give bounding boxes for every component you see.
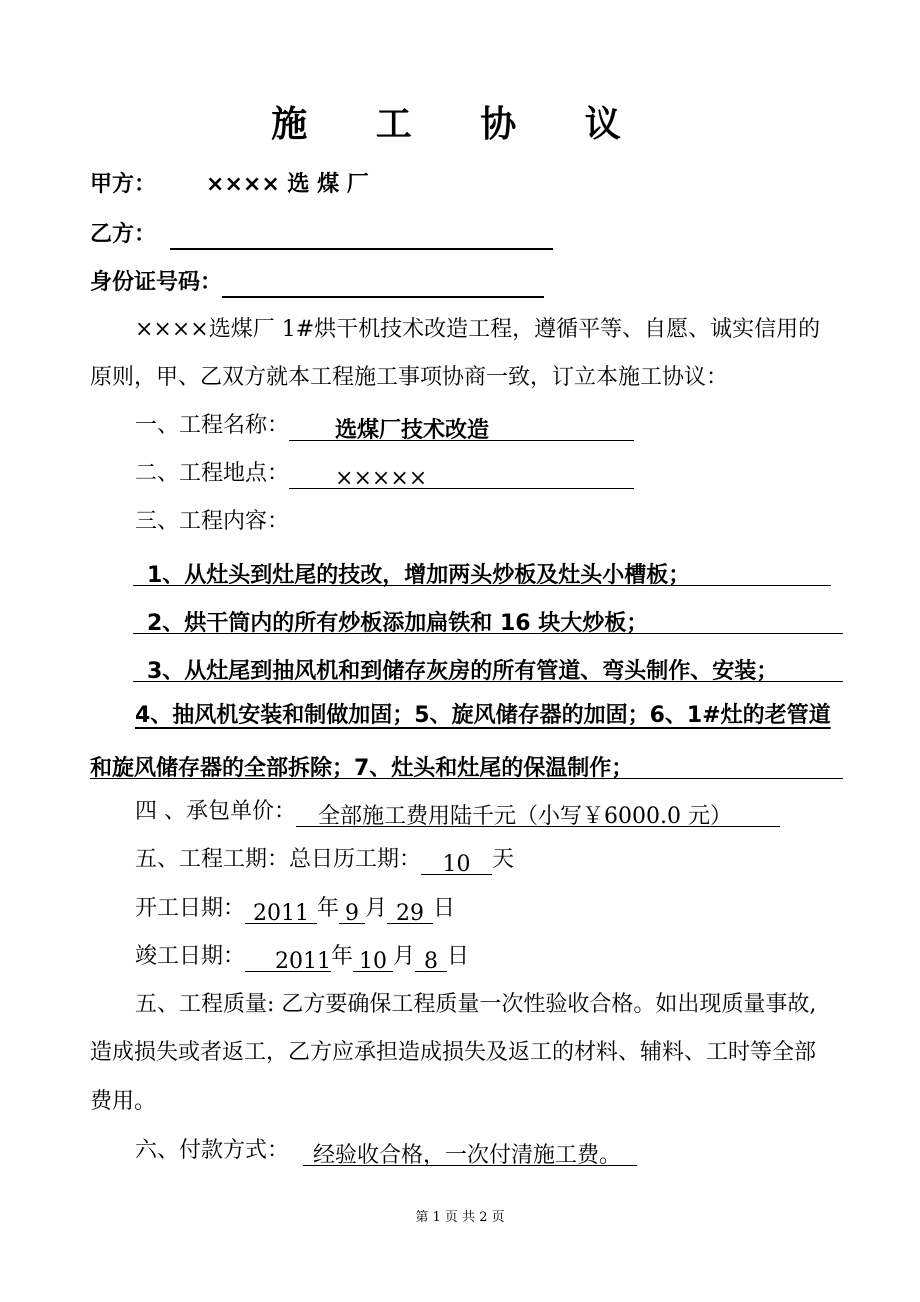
end-day: 8 bbox=[424, 949, 439, 974]
content-4b-text: 和旋风储存器的全部拆除；7、灶头和灶尾的保温制作； bbox=[90, 756, 634, 781]
payment-line bbox=[135, 1136, 637, 1166]
content-3-field bbox=[133, 657, 843, 682]
content-4b-field bbox=[90, 754, 843, 779]
project-location-value: ××××× bbox=[335, 466, 428, 491]
end-month-field bbox=[353, 947, 393, 972]
intro-line-1: ××××选煤厂 1#烘干机技术改造工程，遵循平等、自愿、诚实信用的 bbox=[135, 317, 821, 342]
end-date-label: 竣工日期： bbox=[135, 944, 246, 969]
content-2-text: 2、烘干筒内的所有炒板添加扁铁和 16 块大炒板； bbox=[147, 611, 649, 636]
project-name-value: 选煤厂技术改造 bbox=[335, 418, 490, 443]
start-day-field bbox=[387, 899, 433, 924]
content-1-field bbox=[133, 561, 831, 586]
party-a-value: ×××× 选 煤 厂 bbox=[206, 172, 369, 197]
duration-days: 10 bbox=[442, 852, 471, 877]
party-b-line bbox=[90, 220, 553, 250]
id-number-line bbox=[90, 268, 544, 298]
start-month-field bbox=[339, 899, 365, 924]
end-date-line bbox=[135, 942, 469, 972]
start-date-line bbox=[135, 894, 455, 924]
duration-field bbox=[421, 850, 492, 875]
unit-price-label: 四 、承包单价： bbox=[135, 799, 296, 824]
start-day: 29 bbox=[396, 901, 425, 926]
id-number-label: 身份证号码： bbox=[90, 270, 223, 295]
content-line-3 bbox=[133, 652, 843, 682]
item-project-name bbox=[135, 411, 634, 441]
id-number-blank[interactable] bbox=[222, 274, 544, 298]
project-name-label: 一、工程名称： bbox=[135, 413, 290, 438]
start-day-unit: 日 bbox=[433, 896, 456, 921]
unit-price-value: 全部施工费用陆千元（小写￥6000.0 元） bbox=[318, 804, 732, 829]
page-title: 施 工 协 议 bbox=[271, 104, 649, 145]
payment-field bbox=[303, 1141, 637, 1166]
unit-price-field bbox=[296, 802, 780, 827]
end-month: 10 bbox=[359, 949, 388, 974]
content-line-2 bbox=[133, 604, 843, 634]
end-year-field bbox=[245, 947, 331, 972]
payment-value: 经验收合格，一次付清施工费。 bbox=[313, 1143, 622, 1168]
duration-unit: 天 bbox=[492, 847, 515, 872]
intro-line-2: 原则，甲、乙双方就本工程施工事项协商一致，订立本施工协议： bbox=[90, 365, 729, 390]
end-year: 2011 bbox=[275, 949, 332, 974]
item-duration bbox=[135, 845, 514, 875]
start-year-unit: 年 bbox=[317, 896, 340, 921]
end-month-unit: 月 bbox=[393, 944, 416, 969]
party-a-line bbox=[90, 170, 369, 200]
page-footer: 第 1 页 共 2 页 bbox=[415, 1210, 505, 1225]
item-project-location bbox=[135, 459, 634, 489]
start-month-unit: 月 bbox=[365, 896, 388, 921]
end-day-unit: 日 bbox=[447, 944, 470, 969]
content-line-1 bbox=[133, 556, 831, 586]
duration-label: 五、工程工期：总日历工期： bbox=[135, 847, 422, 872]
quality-line-1: 五、工程质量: 乙方要确保工程质量一次性验收合格。如出现质量事故, bbox=[135, 992, 817, 1017]
project-location-field bbox=[289, 464, 634, 489]
content-2-field bbox=[133, 609, 843, 634]
quality-line-3: 费用。 bbox=[90, 1089, 157, 1114]
content-4a-text: 4、抽风机安装和制做加固；5、旋风储存器的加固；6、1#灶的老管道 bbox=[135, 703, 831, 728]
content-line-4a bbox=[135, 701, 831, 731]
party-b-label: 乙方： bbox=[90, 222, 157, 247]
quality-line-2: 造成损失或者返工，乙方应承担造成损失及返工的材料、辅料、工时等全部 bbox=[90, 1040, 817, 1065]
content-1-text: 1、从灶头到灶尾的技改，增加两头炒板及灶头小槽板； bbox=[147, 563, 691, 588]
start-date-label: 开工日期： bbox=[135, 896, 246, 921]
project-location-label: 二、工程地点： bbox=[135, 461, 290, 486]
item-unit-price bbox=[135, 797, 780, 827]
end-day-field bbox=[415, 947, 447, 972]
start-year-field bbox=[245, 899, 317, 924]
item-project-content: 三、工程内容： bbox=[135, 509, 290, 534]
content-line-4b bbox=[90, 749, 843, 779]
start-month: 9 bbox=[345, 901, 360, 926]
end-year-unit: 年 bbox=[331, 944, 354, 969]
start-year: 2011 bbox=[253, 901, 310, 926]
party-a-label: 甲方： bbox=[90, 172, 157, 197]
payment-label: 六、付款方式： bbox=[135, 1138, 290, 1163]
project-name-field bbox=[289, 416, 634, 441]
party-b-blank[interactable] bbox=[170, 226, 553, 250]
content-3-text: 3、从灶尾到抽风机和到储存灰房的所有管道、弯头制作、安装； bbox=[147, 659, 779, 684]
